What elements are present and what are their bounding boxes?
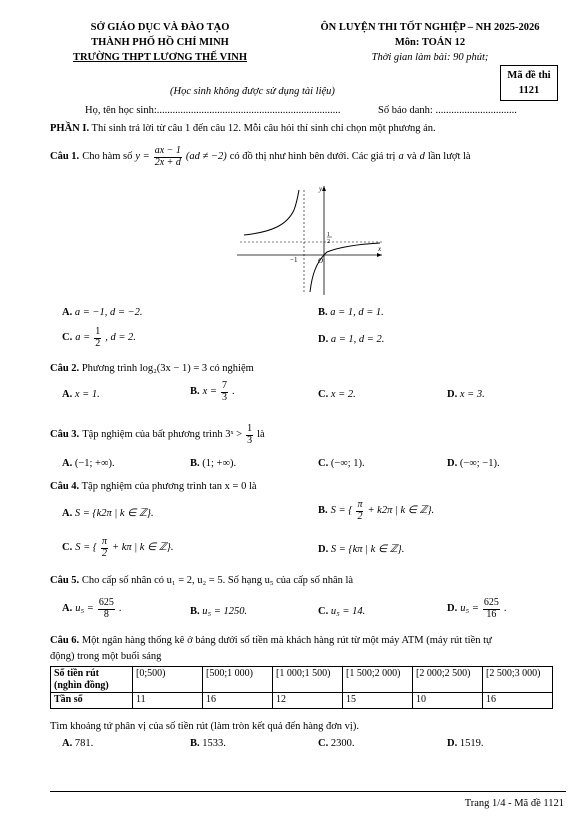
exam-code: 1121 (518, 85, 540, 97)
q4-c-fraction (101, 537, 108, 559)
q1-a-label: A. (62, 307, 73, 318)
q1-den: 2x + d (154, 156, 181, 168)
q3-c-label: C. (318, 458, 329, 469)
q1-d-label: D. (318, 334, 329, 345)
q2-c-label: C. (318, 389, 329, 400)
part1-text: Thí sinh trả lời từ câu 1 đến câu 12. Mỗi câu hỏi thí sinh chỉ chọn một phương án. (91, 123, 436, 134)
q2-stem (50, 362, 254, 375)
q2-d-label: D. (447, 389, 458, 400)
student-sbd-field: Số báo danh: ............................... (378, 105, 517, 116)
q5-a-num: 625 (98, 597, 114, 608)
left-branch (244, 190, 299, 235)
q6-option-c[interactable] (318, 737, 354, 750)
table-cell: 10 (413, 693, 483, 709)
table-cell: [1 500;2 000) (343, 667, 413, 693)
q2-b-pre: x = (202, 386, 218, 398)
q3-fraction (246, 424, 253, 446)
q1-text-b: có đồ thị như hình bên dưới. Các giá trị (229, 151, 396, 163)
q3-d-label: D. (447, 458, 458, 469)
q1-graph (232, 180, 392, 300)
q4-d-label: D. (318, 544, 329, 555)
q2-d-text: x = 3. (459, 389, 485, 400)
q4-text: Tập nghiệm của phương trình tan x = 0 là (81, 481, 257, 492)
q4-c-pre: S = { (75, 542, 98, 554)
q2-c-text: x = 2. (330, 389, 356, 400)
header-amount-label: Số tiền rút (54, 668, 99, 679)
q5-a-pre: u₅ = (75, 603, 94, 615)
q2-option-c[interactable] (318, 388, 356, 401)
q4-c-den: 2 (102, 547, 108, 559)
tick-y-half-den: 2 (327, 239, 330, 245)
tick-x-minus-one: −1 (290, 256, 298, 264)
q3-text: Tập nghiệm của bất phương trình 3ˣ > (82, 429, 243, 441)
q6-d-label: D. (447, 738, 458, 749)
q3-tail: là (257, 429, 265, 441)
q6-a-text: 781. (74, 738, 94, 749)
q1-label: Câu 1. (50, 151, 80, 163)
q5-a-label: A. (62, 603, 73, 615)
q6-b-label: B. (190, 738, 200, 749)
y-axis-label: y (319, 185, 323, 193)
q2-a-text: x = 1. (74, 389, 100, 400)
q3-a-text: (−1; +∞). (74, 458, 115, 469)
q6-c-text: 2300. (330, 738, 355, 749)
table-cell: [0;500) (133, 667, 203, 693)
q1-d-text: a = 1, d = 2. (330, 334, 385, 345)
q2-label: Câu 2. (50, 363, 80, 374)
q1-fraction (154, 146, 182, 168)
q1-tail: lần lượt là (427, 151, 471, 163)
q6-a-label: A. (62, 738, 73, 749)
part1-instruction (50, 122, 436, 135)
tick-y-half-num: 1 (327, 232, 330, 238)
q1-func-lhs: y = (135, 151, 150, 163)
exam-subject: Môn: TOÁN 12 (394, 37, 466, 48)
footer-divider (50, 791, 566, 792)
q3-c-text: (−∞; 1). (330, 458, 365, 469)
table-row (51, 667, 553, 693)
q5-option-d[interactable] (447, 598, 506, 620)
table-cell: 15 (343, 693, 413, 709)
q2-b-label: B. (190, 386, 200, 398)
q5-text: Cho cấp số nhân có u₁ = 2, u₂ = 5. Số hạng u₅ của cấp số nhân là (81, 575, 354, 586)
table-row (51, 693, 553, 709)
q2-b-fraction (221, 381, 228, 403)
q5-a-post: . (118, 603, 122, 615)
q1-option-c[interactable] (62, 327, 136, 349)
q1-c-pre: a = (75, 332, 91, 344)
q5-b-label: B. (190, 606, 200, 617)
right-branch (310, 243, 380, 292)
q4-d-text: S = {kπ | k ∈ ℤ}. (330, 544, 405, 555)
x-axis-arrow (377, 253, 382, 257)
atm-table (50, 666, 553, 709)
q1-c-label: C. (62, 332, 73, 344)
q6-stem-line1 (50, 634, 492, 647)
table-cell: [2 500;3 000) (483, 667, 553, 693)
q6-b-text: 1533. (202, 738, 226, 749)
q5-d-post: . (503, 603, 507, 615)
exam-time: Thời gian làm bài: 90 phút; (371, 52, 489, 63)
q4-c-label: C. (62, 542, 73, 554)
q5-b-text: u₅ = 1250. (202, 606, 248, 617)
exam-code-box (500, 65, 558, 101)
q1-b-text: a = 1, d = 1. (330, 307, 384, 318)
x-axis-label: x (378, 245, 382, 253)
q5-c-text: u₅ = 14. (330, 606, 366, 617)
q3-option-c[interactable] (318, 457, 365, 470)
table-cell: [1 000;1 500) (273, 667, 343, 693)
q3-b-label: B. (190, 458, 200, 469)
q5-a-fraction (98, 598, 115, 620)
q4-b-pre: S = { (330, 505, 353, 517)
q5-a-den: 8 (103, 608, 109, 620)
q2-text: Phương trình log₂(3x − 1) = 3 có nghiệm (81, 363, 254, 374)
y-axis-arrow (322, 186, 326, 191)
table-header-cell (51, 667, 133, 693)
header-school: TRƯỜNG THPT LƯƠNG THẾ VINH (72, 52, 248, 63)
q1-var-a: a (398, 151, 404, 163)
q3-a-label: A. (62, 458, 73, 469)
exam-title: ÔN LUYỆN THI TỐT NGHIỆP – NH 2025-2026 (320, 22, 540, 33)
q6-stem-line2: động) trong một buổi sáng (50, 651, 162, 662)
q5-option-c[interactable] (318, 605, 365, 618)
q1-stem (50, 146, 471, 168)
q2-b-den: 3 (222, 391, 228, 403)
q2-b-post: . (232, 386, 235, 398)
q4-option-b[interactable] (318, 500, 434, 522)
q1-and: và (406, 151, 417, 163)
q4-option-c[interactable] (62, 537, 174, 559)
q6-option-d[interactable] (447, 737, 483, 750)
q1-option-d[interactable] (318, 333, 384, 346)
q6-option-b[interactable] (190, 737, 226, 750)
q4-c-num: π (102, 536, 108, 547)
q5-d-fraction (483, 598, 500, 620)
q5-label: Câu 5. (50, 575, 80, 586)
q1-b-label: B. (318, 307, 328, 318)
q1-option-b[interactable] (318, 306, 384, 319)
q4-b-fraction (356, 500, 363, 522)
q1-condition: (ad ≠ −2) (185, 151, 227, 163)
q5-d-num: 625 (483, 597, 499, 608)
q3-label: Câu 3. (50, 429, 80, 441)
q6-d-text: 1519. (459, 738, 484, 749)
q4-b-den: 2 (357, 510, 363, 522)
q1-a-text: a = −1, d = −2. (74, 307, 143, 318)
q1-graph-axes (237, 186, 382, 295)
q3-b-text: (1; +∞). (202, 458, 237, 469)
q1-c-fraction (94, 327, 101, 349)
table-cell: [2 000;2 500) (413, 667, 483, 693)
q5-d-label: D. (447, 603, 458, 615)
student-name-field: Họ, tên học sinh:...................................................................... (85, 105, 341, 116)
table-cell: [500;1 000) (203, 667, 273, 693)
q4-option-a[interactable] (62, 507, 154, 520)
table-cell: 12 (273, 693, 343, 709)
q3-stem (50, 424, 265, 446)
q3-den: 3 (247, 434, 253, 446)
q3-option-a[interactable] (62, 457, 115, 470)
table-cell: 11 (133, 693, 203, 709)
q2-option-a[interactable] (62, 388, 100, 401)
table-cell: 16 (483, 693, 553, 709)
q4-a-label: A. (62, 508, 73, 519)
q5-d-pre: u₅ = (460, 603, 479, 615)
q4-stem (50, 480, 257, 493)
no-materials-note: (Học sinh không được sử dụng tài liệu) (170, 86, 335, 97)
q1-option-a[interactable] (62, 306, 143, 319)
q3-option-b[interactable] (190, 457, 236, 470)
q4-label: Câu 4. (50, 481, 80, 492)
q4-c-post: + kπ | k ∈ ℤ}. (112, 542, 174, 554)
q4-option-d[interactable] (318, 543, 404, 556)
q1-c-post: , d = 2. (105, 332, 136, 344)
exam-code-label: Mã đề thi (507, 70, 551, 81)
q4-a-text: S = {k2π | k ∈ ℤ}. (74, 508, 154, 519)
q5-option-b[interactable] (190, 605, 247, 618)
header-unit-label: (nghìn đồng) (54, 679, 109, 691)
q6-option-a[interactable] (62, 737, 93, 750)
q2-b-num: 7 (222, 380, 228, 391)
q1-num: ax − 1 (154, 145, 181, 156)
q2-a-label: A. (62, 389, 73, 400)
q6-question: Tìm khoảng tứ phân vị của số tiền rút (làm tròn kết quả đến hàng đơn vị). (50, 721, 359, 732)
header-line1 (54, 668, 129, 680)
q1-text-a: Cho hàm số (82, 151, 133, 163)
q1-var-d: d (419, 151, 425, 163)
origin-label: O (318, 257, 324, 265)
header-city: THÀNH PHỐ HỒ CHÍ MINH (91, 37, 229, 48)
q3-option-d[interactable] (447, 457, 500, 470)
q5-option-a[interactable] (62, 598, 121, 620)
q3-num: 1 (247, 423, 253, 434)
q1-c-den: 2 (95, 337, 101, 349)
page-footer: Trang 1/4 - Mã đề 1121 (464, 798, 564, 809)
q6-label: Câu 6. (50, 635, 80, 646)
q2-option-b[interactable] (190, 381, 235, 403)
header-dept: SỞ GIÁO DỤC VÀ ĐÀO TẠO (90, 22, 230, 33)
q5-d-den: 16 (486, 608, 497, 620)
q5-stem (50, 574, 353, 587)
q2-option-d[interactable] (447, 388, 485, 401)
table-freq-label: Tần số (51, 693, 133, 709)
table-cell: 16 (203, 693, 273, 709)
q5-c-label: C. (318, 606, 329, 617)
part1-label: PHẦN I. (50, 123, 90, 134)
q1-c-num: 1 (95, 326, 101, 337)
q3-d-text: (−∞; −1). (459, 458, 500, 469)
q4-b-post: + k2π | k ∈ ℤ}. (367, 505, 435, 517)
q4-b-label: B. (318, 505, 328, 517)
q6-c-label: C. (318, 738, 329, 749)
q4-b-num: π (357, 499, 363, 510)
q6-text-line1: Một ngân hàng thống kê ở bảng dưới số tiền mà khách hàng rút từ một máy ATM (máy rút tiền tự (81, 635, 492, 646)
